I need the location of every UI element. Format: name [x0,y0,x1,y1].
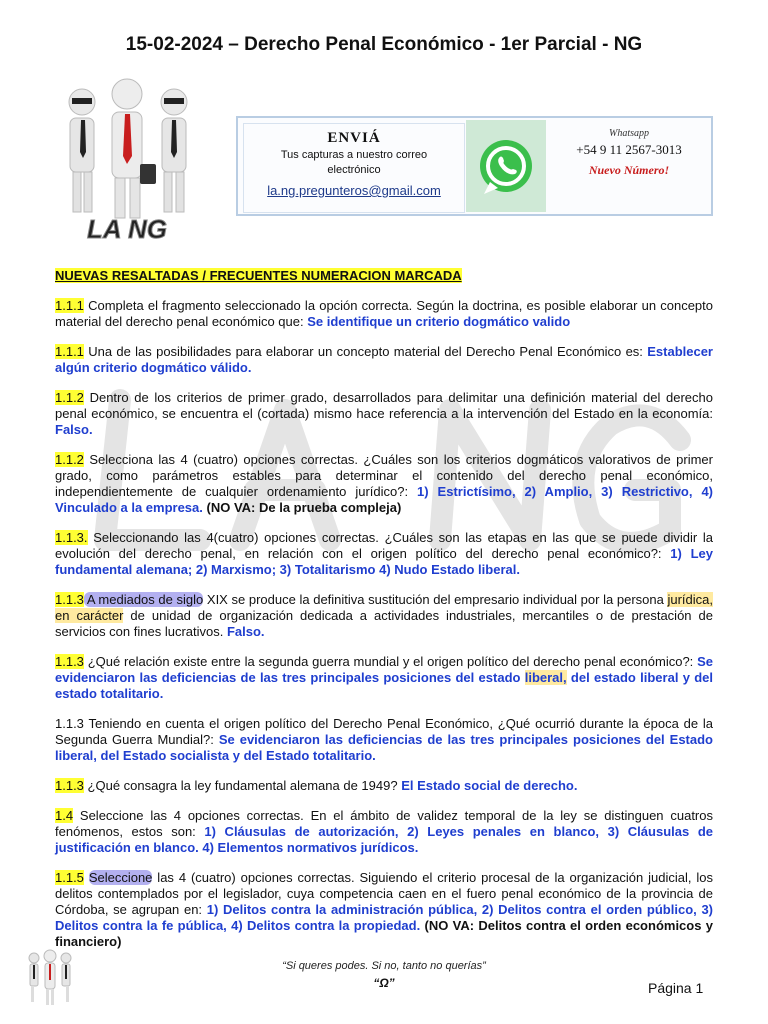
question-text: Selecciona las 4 (cuatro) opciones correctas. ¿Cuáles son los criterios dogmáticos valorativos de primer grado, como parámetros estables para determinar el contenido del derecho penal económico, independientemente de cualquier ordenamiento jurídico?: [55,452,713,499]
answer-text: 1) Delitos contra la administración pública, 2) Delitos contra el orden público, 3) Delitos contra la fe pública, 4) Delitos contra la propiedad. [55,902,713,933]
document-body [55,268,713,950]
question-number: 1.1.3 [55,592,84,607]
footer-omega: “Ω” [373,976,395,990]
answer-text-2: del estado liberal y del estado totalitario. [55,670,713,701]
answer-text: Se identifique un criterio dogmático valido [307,314,571,329]
new-number-label: Nuevo Número! [588,163,670,177]
question-1 [55,298,713,330]
svg-text:LA NG: LA NG [87,214,167,244]
question-number: 1.1.5 [55,870,84,885]
question-2 [55,344,713,376]
ad-text-line2: electrónico [327,164,381,176]
section-heading [55,268,713,284]
question-number: 1.1.3 [55,778,84,793]
footer-quote: “Si queres podes. Si no, tanto no querías” [282,960,486,972]
question-5 [55,530,713,578]
page-title: 15-02-2024 – Derecho Penal Económico - 1er Parcial - NG [125,34,643,55]
answer-text: El Estado social de derecho. [401,778,578,793]
exclusion-note: (NO VA: Delitos contra el orden económicos y financiero) [55,918,713,949]
whatsapp-label: Whatsapp [609,128,649,139]
highlight-mark: liberal, [524,670,567,685]
question-text: Seleccione las 4 opciones correctas. En el ámbito de validez temporal de la ley se distinguen cuatros fenómenos, estos son: [55,808,713,839]
question-number: 1.1.1 [55,344,84,359]
question-text: ¿Qué relación existe entre la segunda guerra mundial y el origen político del derecho penal económico?: [83,654,698,669]
question-number: 1.1.3. [55,530,88,545]
answer-text: 1) Estrictísimo, 2) Amplio, 3) Restrictivo, 4) Vinculado a la empresa. [55,484,714,515]
question-10 [55,808,713,856]
ad-text-line1: Tus capturas a nuestro correo [280,149,428,161]
question-number: 1.1.2 [55,452,84,467]
question-number: 1.4 [55,808,74,823]
question-text: Dentro de los criterios de primer grado, desarrollados para delimitar una definición material del derecho penal económico, se encuentra el (cortada) mismo hace referencia a la intervención del Estado en la economía: [55,390,713,421]
answer-text: 1) Cláusulas de autorización, 2) Leyes penales en blanco, 3) Cláusulas de justificación en blanco. 4) Elementos normativos jurídicos. [55,824,713,855]
question-text: Una de las posibilidades para elaborar un concepto material del Derecho Penal Económico es: [83,344,648,359]
phone-number: +54 9 11 2567-3013 [576,142,682,157]
question-11 [55,870,713,950]
ad-title: ENVIÁ [327,130,381,146]
page-number: Página 1 [648,980,704,996]
answer-text: Falso. [55,422,93,437]
question-number: 1.1.2 [55,390,84,405]
question-4 [55,452,713,516]
exclusion-note: (NO VA: De la prueba compleja) [202,500,402,515]
question-8 [55,716,713,764]
question-7 [55,654,713,702]
question-9 [55,778,713,794]
whatsapp-icon [466,120,546,212]
question-3 [55,390,713,438]
question-number: 1.1.3 [55,716,84,731]
question-number: 1.1.3 [55,654,84,669]
answer-text: Se evidenciaron las deficiencias de las tres principales posiciones del Estado liberal, del Estado socialista y del Estado totalitario. [55,732,713,763]
question-number: 1.1.1 [55,298,84,313]
contact-banner [236,116,713,216]
question-text: Seleccionando las 4(cuatro) opciones correctas. ¿Cuáles son las etapas en las que se puede dividir la evolución del derecho penal, en relación con el origen político del derecho penal económico?: [55,530,713,561]
question-6 [55,592,713,640]
question-text: ¿Qué consagra la ley fundamental alemana de 1949? [83,778,402,793]
email-link[interactable]: la.ng.pregunteros@gmail.com [267,183,441,198]
heading-text: NUEVAS RESALTADAS / FRECUENTES NUMERACION MARCADA [55,268,462,283]
question-text: XIX se produce la definitiva sustitución del empresario individual por la persona [203,592,668,607]
email-box [243,123,465,213]
question-text: Completa el fragmento seleccionado la opción correcta. Según la doctrina, es posible elaborar un concepto material del derecho penal económico que: [55,298,713,329]
answer-text: Establecer algún criterio dogmático válido. [55,344,713,375]
answer-text: Falso. [226,624,265,639]
answer-text: 1) Ley fundamental alemana; 2) Marxismo; 3) Totalitarismo 4) Nudo Estado liberal. [55,546,713,577]
answer-text: Se evidenciaron las deficiencias de las tres principales posiciones del estado [55,654,713,685]
highlight-mark: A mediados de siglo [83,592,204,607]
question-text: Teniendo en cuenta el origen político del Derecho Penal Económico, ¿Qué ocurrió durante la época de la Segunda Guerra Mundial?: [55,716,713,747]
la-ng-logo [52,72,202,250]
question-text-2: de unidad de organización dedicada a actividades industriales, mercantiles o de prestación de servicios con fines lucrativos. [55,608,713,639]
highlight-mark-2: jurídica, en carácter [55,592,713,623]
highlight-mark: Seleccione [88,870,153,885]
question-text: las 4 (cuatro) opciones correctas. Siguiendo el criterio procesal de la organización judicial, los delitos contemplados por el legislador, cuya competencia caen en el fuero penal económico de la provincia de Córdoba, se agrupan en: [55,870,713,917]
whatsapp-info [554,128,704,178]
